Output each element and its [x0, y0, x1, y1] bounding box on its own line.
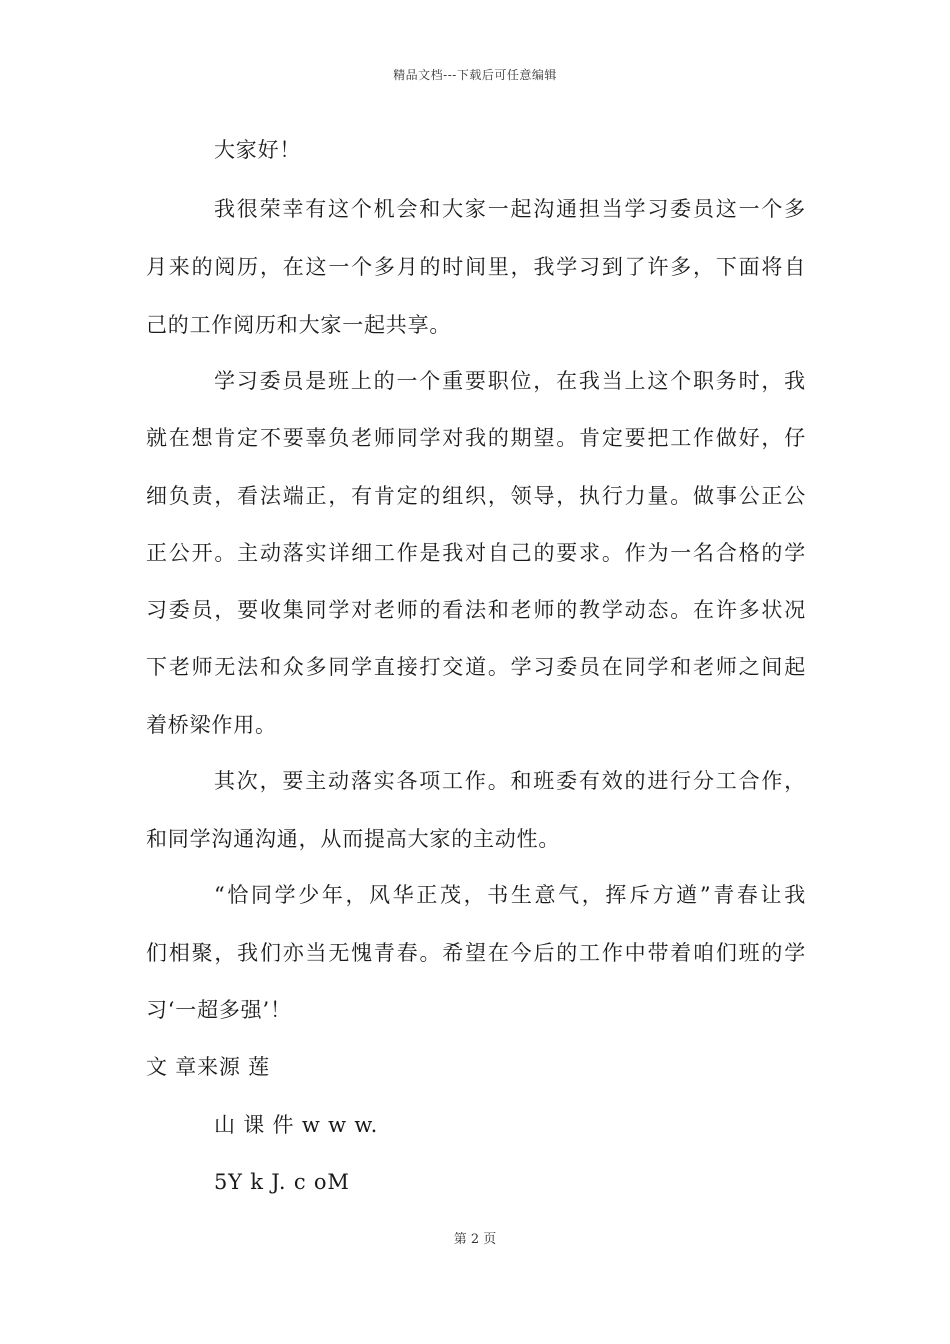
paragraph-3-line-1: 其次，要主动落实各项工作。和班委有效的进行分工合作，	[214, 769, 806, 793]
paragraph-4-line-3: 习‘一超多强’！	[146, 998, 292, 1022]
paragraph-2-line-3: 细负责，看法端正，有肯定的组织，领导，执行力量。做事公正公	[146, 484, 806, 508]
source-line-1: 文 章来源 莲	[146, 1055, 270, 1079]
page-header: 精品文档---下载后可任意编辑	[393, 68, 557, 82]
greeting-line: 大家好！	[214, 138, 302, 162]
source-line-2: 山 课 件 w w w.	[214, 1113, 379, 1137]
paragraph-2-line-7: 着桥梁作用。	[146, 713, 277, 737]
paragraph-2-line-5: 习委员，要收集同学对老师的看法和老师的教学动态。在许多状况	[146, 598, 806, 622]
paragraph-3-line-2: 和同学沟通沟通，从而提高大家的主动性。	[146, 827, 561, 851]
page-number: 第 2 页	[453, 1232, 497, 1247]
paragraph-2-line-1: 学习委员是班上的一个重要职位，在我当上这个职务时，我	[214, 369, 806, 393]
paragraph-4-line-2: 们相聚，我们亦当无愧青春。希望在今后的工作中带着咱们班的学	[146, 941, 806, 965]
paragraph-1-line-1: 我很荣幸有这个机会和大家一起沟通担当学习委员这一个多	[214, 197, 806, 221]
source-line-3: 5Y k J. c oM	[214, 1170, 350, 1194]
paragraph-4-line-1: “恰同学少年，风华正茂，书生意气，挥斥方遒”青春让我	[214, 883, 806, 907]
paragraph-1-line-3: 己的工作阅历和大家一起共享。	[146, 313, 452, 337]
paragraph-2-line-4: 正公开。主动落实详细工作是我对自己的要求。作为一名合格的学	[146, 541, 806, 565]
paragraph-1-line-2: 月来的阅历，在这一个多月的时间里，我学习到了许多，下面将自	[146, 255, 806, 279]
paragraph-2-line-2: 就在想肯定不要辜负老师同学对我的期望。肯定要把工作做好，仔	[146, 426, 806, 450]
paragraph-2-line-6: 下老师无法和众多同学直接打交道。学习委员在同学和老师之间起	[146, 655, 806, 679]
